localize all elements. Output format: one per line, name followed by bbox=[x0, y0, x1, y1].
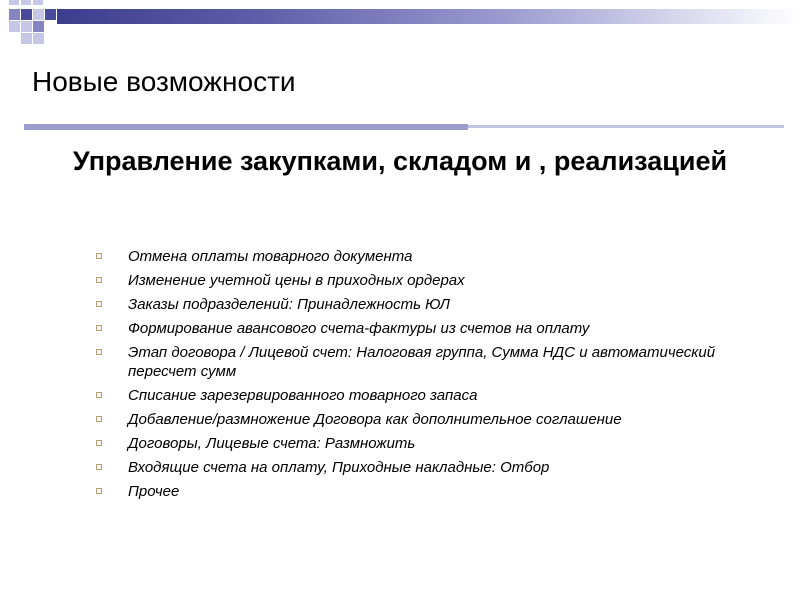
slide-subtitle: Управление закупками, складом и , реализацией bbox=[72, 146, 728, 176]
decor-square bbox=[21, 0, 31, 5]
hollow-square-bullet-icon bbox=[96, 440, 102, 446]
hollow-square-bullet-icon bbox=[96, 464, 102, 470]
list-item bbox=[96, 343, 756, 381]
hollow-square-bullet-icon bbox=[96, 253, 102, 259]
list-item-text: Формирование авансового счета-фактуры из счетов на оплату bbox=[128, 320, 590, 337]
hollow-square-bullet-icon bbox=[96, 301, 102, 307]
feature-list bbox=[96, 247, 756, 506]
list-item-text: Этап договора / Лицевой счет: Налоговая группа, Сумма НДС и автоматический пересчет сумм bbox=[128, 344, 716, 380]
list-item bbox=[96, 482, 756, 501]
decor-square bbox=[33, 9, 44, 20]
decor-square bbox=[21, 33, 32, 44]
page-title: Новые возможности bbox=[32, 66, 296, 97]
hollow-square-bullet-icon bbox=[96, 277, 102, 283]
list-item-text: Договоры, Лицевые счета: Размножить bbox=[128, 435, 416, 452]
list-item-text: Отмена оплаты товарного документа bbox=[128, 248, 413, 265]
decor-square bbox=[33, 0, 43, 5]
list-item-text: Изменение учетной цены в приходных ордерах bbox=[128, 272, 465, 289]
title-divider bbox=[24, 124, 468, 130]
hollow-square-bullet-icon bbox=[96, 392, 102, 398]
list-item-text: Входящие счета на оплату, Приходные накладные: Отбор bbox=[128, 459, 550, 476]
decor-square bbox=[45, 9, 56, 20]
list-item bbox=[96, 247, 756, 266]
list-item bbox=[96, 386, 756, 405]
header-gradient-bar bbox=[57, 9, 800, 24]
list-item bbox=[96, 434, 756, 453]
list-item-text: Списание зарезервированного товарного запаса bbox=[128, 387, 478, 404]
list-item bbox=[96, 410, 756, 429]
hollow-square-bullet-icon bbox=[96, 416, 102, 422]
list-item-text: Прочее bbox=[128, 483, 180, 500]
title-divider-thin bbox=[468, 125, 784, 128]
decor-square bbox=[9, 0, 19, 5]
hollow-square-bullet-icon bbox=[96, 349, 102, 355]
hollow-square-bullet-icon bbox=[96, 488, 102, 494]
decor-square bbox=[21, 21, 32, 32]
list-item-text: Заказы подразделений: Принадлежность ЮЛ bbox=[128, 296, 450, 313]
decor-square bbox=[33, 33, 44, 44]
list-item bbox=[96, 458, 756, 477]
hollow-square-bullet-icon bbox=[96, 325, 102, 331]
decor-square bbox=[21, 9, 32, 20]
list-item bbox=[96, 319, 756, 338]
decor-square bbox=[33, 21, 44, 32]
list-item bbox=[96, 295, 756, 314]
list-item bbox=[96, 271, 756, 290]
decor-square bbox=[9, 21, 20, 32]
list-item-text: Добавление/размножение Договора как дополнительное соглашение bbox=[128, 411, 622, 428]
decor-square bbox=[9, 9, 20, 20]
